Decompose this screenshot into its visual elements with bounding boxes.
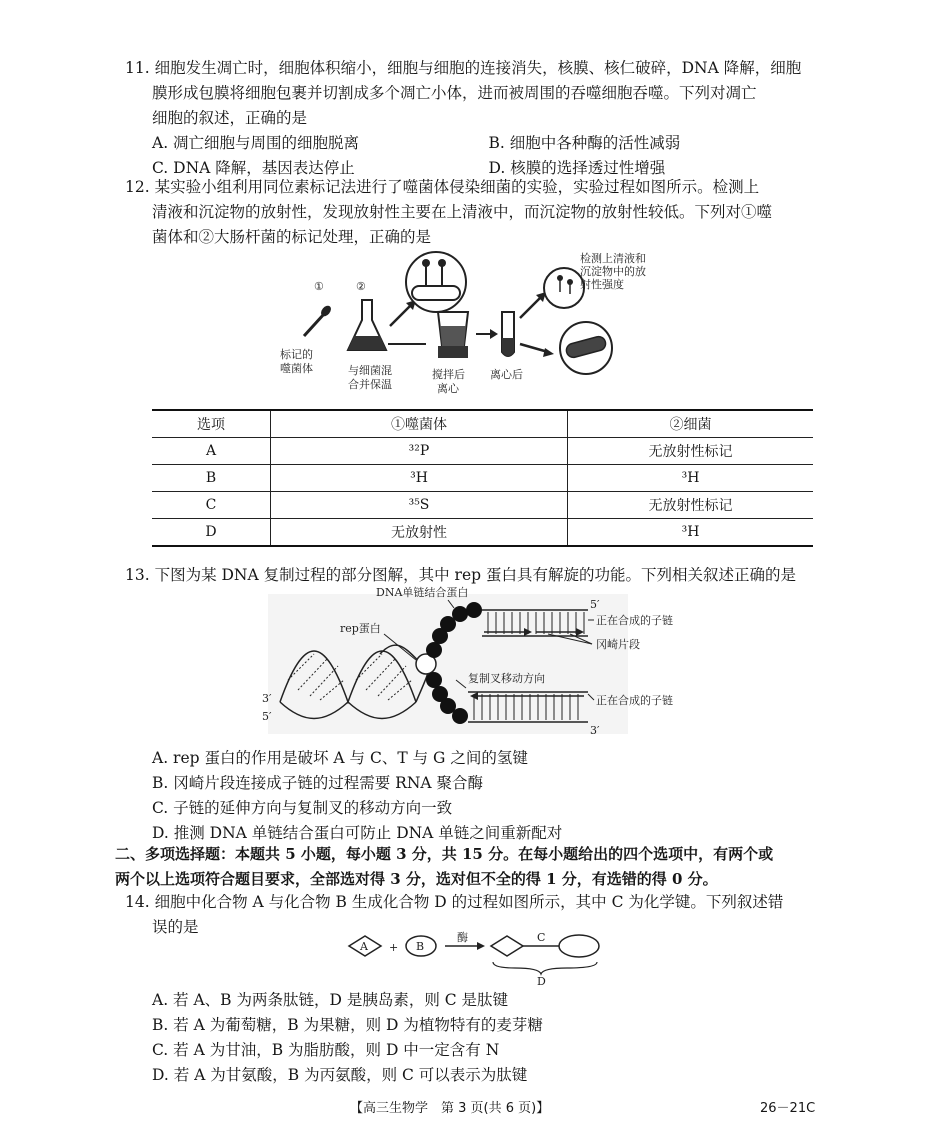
- supernatant-result-icon: [544, 268, 584, 308]
- table-header-cell: ①噬菌体: [271, 410, 568, 438]
- label-detect-line-3: 射性强度: [580, 278, 624, 291]
- table-header-cell: ②细菌: [568, 410, 814, 438]
- label-stir-line-2: 离心: [437, 382, 459, 395]
- label-circle-1: ①: [314, 280, 324, 293]
- label-circle-2: ②: [356, 280, 366, 293]
- label-detect-line-1: 检测上清液和: [580, 252, 646, 265]
- q13-option-a: A. rep 蛋白的作用是破坏 A 与 C、T 与 G 之间的氢键: [152, 749, 528, 767]
- label-stir-line-1: 搅拌后: [432, 368, 465, 381]
- label-d: D: [537, 975, 546, 986]
- q12-stem-line-3: 菌体和②大肠杆菌的标记处理，正确的是: [152, 228, 432, 246]
- table-row: [152, 465, 813, 492]
- table-cell: 无放射性标记: [568, 438, 814, 465]
- q13-option-d: D. 推测 DNA 单链结合蛋白可防止 DNA 单链之间重新配对: [152, 824, 563, 842]
- phage-experiment-figure: [280, 248, 650, 400]
- q11-stem-line-1: 11. 细胞发生凋亡时，细胞体积缩小，细胞与细胞的连接消失，核膜、核仁破碎，DNA 降解，细胞: [125, 59, 802, 77]
- label-c: C: [537, 931, 546, 944]
- q14-option-a: A. 若 A、B 为两条肽链，D 是胰岛素，则 C 是肽键: [152, 991, 509, 1009]
- question-12: [125, 175, 825, 250]
- table-cell: B: [152, 465, 271, 492]
- q13-options: [125, 746, 825, 846]
- sediment-result-icon: [560, 322, 612, 374]
- q14-stem-line-1: 14. 细胞中化合物 A 与化合物 B 生成化合物 D 的过程如图所示，其中 C 为化学键。下列叙述错: [125, 893, 784, 911]
- table-cell: ³H: [568, 519, 814, 547]
- label-centrifuge: 离心后: [490, 368, 523, 381]
- label-3-bottom: 3′: [590, 724, 600, 737]
- label-plus: +: [389, 941, 399, 954]
- label-5-left: 5′: [262, 710, 272, 723]
- label-fork-direction: 复制叉移动方向: [468, 672, 545, 685]
- q13-option-b: B. 冈崎片段连接成子链的过程需要 RNA 聚合酶: [152, 774, 484, 792]
- section-2-line-2: 两个以上选项符合题目要求，全部选对得 3 分，选对但不全的得 1 分，有选错的得 0 分。: [115, 870, 718, 888]
- test-tube-icon: [502, 312, 514, 356]
- label-okazaki: 冈崎片段: [596, 638, 640, 651]
- table-header-cell: 选项: [152, 410, 271, 438]
- q11-stem-line-2: 膜形成包膜将细胞包裹并切割成多个凋亡小体，进而被周围的吞噬细胞吞噬。下列对凋亡: [152, 84, 757, 102]
- label-a: A: [360, 940, 368, 953]
- bacterium-infection-icon: [406, 252, 466, 312]
- dropper-icon: [304, 304, 333, 336]
- section-2-line-1: 二、多项选择题：本题共 5 小题，每小题 3 分，共 15 分。在每小题给出的四个选项中，有两个或: [115, 845, 774, 863]
- label-ssb: DNA单链结合蛋白: [376, 586, 469, 599]
- q11-option-b: B. 细胞中各种酶的活性减弱: [488, 134, 681, 152]
- table-cell: A: [152, 438, 271, 465]
- label-b: B: [416, 940, 425, 953]
- label-mix-line-1: 与细菌混: [348, 364, 392, 377]
- table-cell: ³H: [271, 465, 568, 492]
- label-enzyme: 酶: [457, 931, 468, 944]
- q14-options: [125, 988, 825, 1088]
- q14-option-c: C. 若 A 为甘油，B 为脂肪酸，则 D 中一定含有 N: [152, 1041, 500, 1059]
- table-header-row: [152, 410, 813, 438]
- table-cell: ³²P: [271, 438, 568, 465]
- q12-stem-line-2: 清液和沉淀物的放射性，发现放射性主要在上清液中，而沉淀物的放射性较低。下列对①噬: [152, 203, 773, 221]
- label-mix-line-2: 合并保温: [348, 378, 392, 391]
- table-cell: D: [152, 519, 271, 547]
- q14-option-d: D. 若 A 为甘氨酸，B 为丙氨酸，则 C 可以表示为肽键: [152, 1066, 528, 1084]
- dna-replication-figure: [258, 584, 698, 742]
- label-phage-line-1: 标记的: [280, 348, 313, 361]
- table-cell: C: [152, 492, 271, 519]
- product-ellipse: [559, 935, 599, 957]
- label-detect-line-2: 沉淀物中的放: [580, 265, 646, 278]
- flask-icon: [348, 300, 386, 350]
- table-row: [152, 438, 813, 465]
- table-cell: 无放射性标记: [568, 492, 814, 519]
- product-diamond: [491, 936, 523, 956]
- question-11: [125, 56, 825, 181]
- label-rep: rep蛋白: [340, 622, 381, 635]
- q12-option-table: [152, 409, 813, 547]
- section-2-heading: [115, 842, 835, 892]
- table-cell: ³H: [568, 465, 814, 492]
- exam-code: 26－21C: [760, 1101, 816, 1116]
- blender-icon: [438, 312, 468, 358]
- q11-option-c: C. DNA 降解，基因表达停止: [152, 159, 355, 177]
- label-5-top: 5′: [590, 598, 600, 611]
- table-cell: ³⁵S: [271, 492, 568, 519]
- label-3-left: 3′: [262, 692, 272, 705]
- label-child-strand-1: 正在合成的子链: [596, 614, 673, 627]
- q11-option-d: D. 核膜的选择透过性增强: [488, 159, 666, 177]
- label-child-strand-2: 正在合成的子链: [596, 694, 673, 707]
- q11-option-a: A. 凋亡细胞与周围的细胞脱离: [152, 134, 360, 152]
- q12-stem-line-1: 12. 某实验小组利用同位素标记法进行了噬菌体侵染细菌的实验，实验过程如图所示。检测上: [125, 178, 760, 196]
- table-row: [152, 519, 813, 547]
- q14-option-b: B. 若 A 为葡萄糖，B 为果糖，则 D 为植物特有的麦芽糖: [152, 1016, 543, 1034]
- table-cell: 无放射性: [271, 519, 568, 547]
- brace-d: [493, 962, 597, 974]
- page-footer: 【高三生物学 第 3 页(共 6 页)】: [350, 1101, 550, 1116]
- label-phage-line-2: 噬菌体: [280, 362, 313, 375]
- q13-option-c: C. 子链的延伸方向与复制叉的移动方向一致: [152, 799, 453, 817]
- table-row: [152, 492, 813, 519]
- q14-stem-line-2: 误的是: [152, 918, 199, 936]
- reaction-diagram: [345, 930, 615, 986]
- q13-stem: 13. 下图为某 DNA 复制过程的部分图解，其中 rep 蛋白具有解旋的功能。下列相关叙述正确的是: [125, 566, 796, 584]
- q11-stem-line-3: 细胞的叙述，正确的是: [152, 109, 308, 127]
